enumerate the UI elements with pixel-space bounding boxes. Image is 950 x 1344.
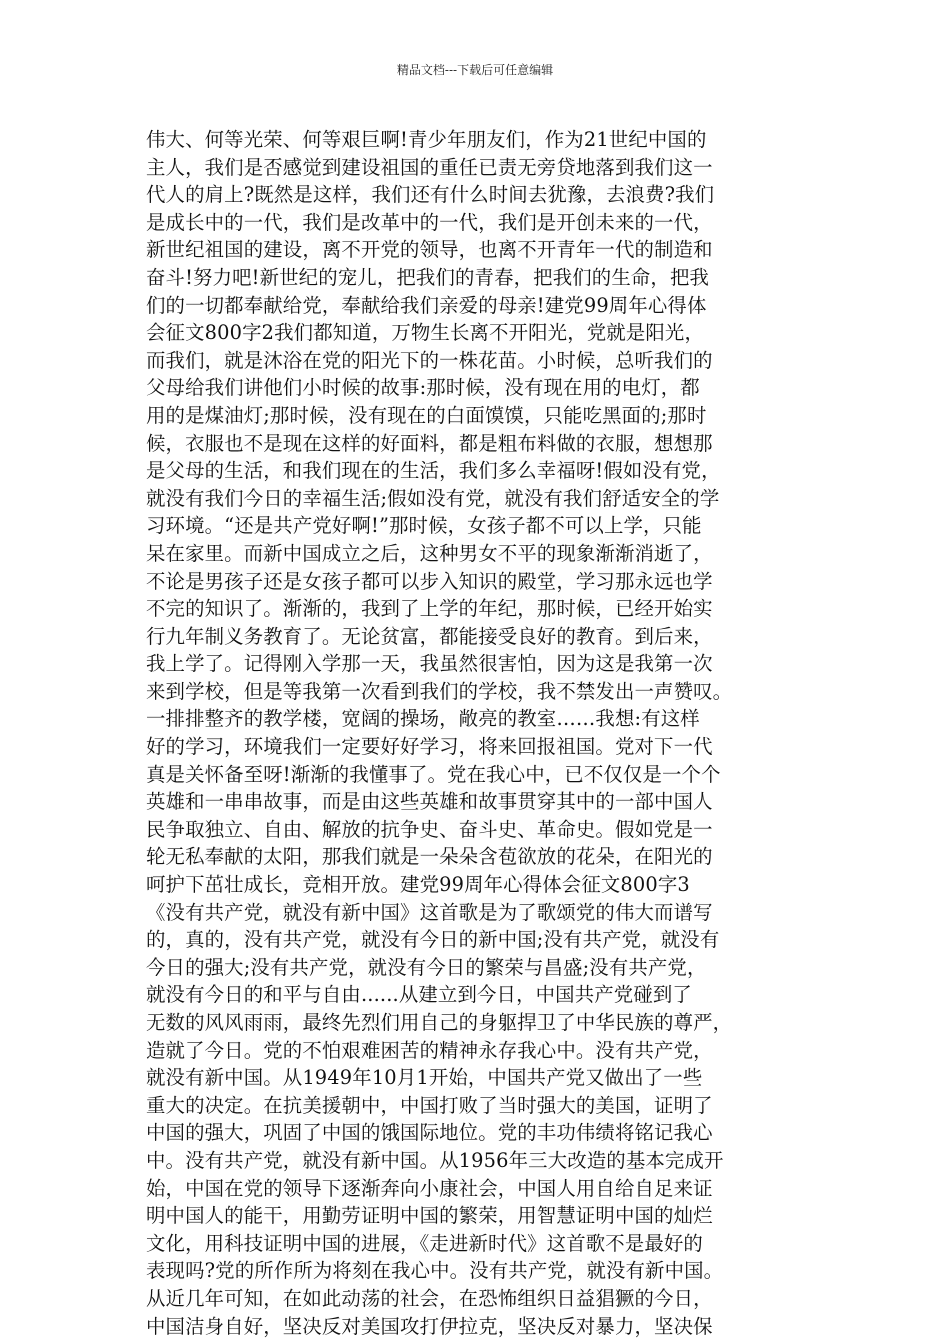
page-header: 精品文档---下载后可任意编辑 [396, 63, 554, 77]
text-line: 中国洁身自好，坚决反对美国攻打伊拉克，坚决反对暴力，坚决保 [146, 1314, 713, 1338]
text-line: 们的一切都奉献给党，奉献给我们亲爱的母亲!建党99周年心得体 [146, 293, 707, 317]
text-line: 中。没有共产党，就没有新中国。从1956年三大改造的基本完成开 [146, 1148, 724, 1172]
text-line: 《没有共产党，就没有新中国》这首歌是为了歌颂党的伟大而谱写 [146, 900, 713, 924]
text-line: 就没有今日的和平与自由......从建立到今日，中国共产党碰到了 [146, 983, 692, 1007]
text-line: 候，衣服也不是现在这样的好面料，都是粗布料做的衣服，想想那 [146, 431, 713, 455]
text-line: 代人的肩上?既然是这样，我们还有什么时间去犹豫，去浪费?我们 [146, 183, 715, 207]
text-line: 是成长中的一代，我们是改革中的一代，我们是开创未来的一代， [146, 210, 713, 234]
text-line: 始，中国在党的领导下逐渐奔向小康社会，中国人用自给自足来证 [146, 1176, 713, 1200]
text-line: 造就了今日。党的不怕艰难困苦的精神永存我心中。没有共产党， [146, 1038, 713, 1062]
text-line: 就没有我们今日的幸福生活;假如没有党，就没有我们舒适安全的学 [146, 486, 720, 510]
text-line: 我上学了。记得刚入学那一天，我虽然很害怕，因为这是我第一次 [146, 652, 713, 676]
text-line: 轮无私奉献的太阳，那我们就是一朵朵含苞欲放的花朵，在阳光的 [146, 845, 713, 869]
text-line: 就没有新中国。从1949年10月1开始，中国共产党又做出了一些 [146, 1066, 703, 1090]
text-line: 真是关怀备至呀!渐渐的我懂事了。党在我心中，已不仅仅是一个个 [146, 762, 721, 786]
text-line: 不完的知识了。渐渐的，我到了上学的年纪，那时候，已经开始实 [146, 597, 713, 621]
text-line: 而我们，就是沐浴在党的阳光下的一株花苗。小时候，总听我们的 [146, 348, 713, 372]
text-line: 会征文800字2我们都知道，万物生长离不开阳光，党就是阳光， [146, 321, 705, 345]
text-line: 奋斗!努力吧!新世纪的宠儿，把我们的青春，把我们的生命，把我 [146, 265, 710, 289]
text-line: 文化，用科技证明中国的进展，《走进新时代》这首歌不是最好的 [146, 1231, 703, 1255]
text-line: 一排排整齐的教学楼，宽阔的操场，敞亮的教室……我想:有这样 [146, 707, 700, 731]
text-line: 好的学习，环境我们一定要好好学习，将来回报祖国。党对下一代 [146, 735, 713, 759]
text-line: 表现吗?党的所作所为将刻在我心中。没有共产党，就没有新中国。 [146, 1259, 724, 1283]
text-line: 习环境。“还是共产党好啊!”那时候，女孩子都不可以上学，只能 [146, 514, 702, 538]
text-line: 是父母的生活，和我们现在的生活，我们多么幸福呀!假如没有党， [146, 459, 721, 483]
text-line: 民争取独立、自由、解放的抗争史、奋斗史、革命史。假如党是一 [146, 817, 713, 841]
text-line: 从近几年可知，在如此动荡的社会，在恐怖组织日益猖獗的今日， [146, 1286, 713, 1310]
text-line: 父母给我们讲他们小时候的故事:那时候，没有现在用的电灯，都 [146, 376, 700, 400]
text-line: 新世纪祖国的建设，离不开党的领导，也离不开青年一代的制造和 [146, 238, 713, 262]
text-line: 不论是男孩子还是女孩子都可以步入知识的殿堂，学习那永远也学 [146, 569, 713, 593]
text-line: 的，真的，没有共产党，就没有今日的新中国;没有共产党，就没有 [146, 928, 720, 952]
text-line: 呆在家里。而新中国成立之后，这种男女不平的现象渐渐消逝了， [146, 541, 713, 565]
text-line: 明中国人的能干，用勤劳证明中国的繁荣，用智慧证明中国的灿烂 [146, 1204, 713, 1228]
text-line: 行九年制义务教育了。无论贫富，都能接受良好的教育。到后来， [146, 624, 713, 648]
text-line: 中国的强大，巩固了中国的饿国际地位。党的丰功伟绩将铭记我心 [146, 1121, 713, 1145]
text-line: 伟大、何等光荣、何等艰巨啊!青少年朋友们，作为21世纪中国的 [146, 128, 707, 151]
text-line: 用的是煤油灯;那时候，没有现在的白面馍馍，只能吃黑面的;那时 [146, 403, 707, 427]
text-line: 来到学校，但是等我第一次看到我们的学校，我不禁发出一声赞叹。 [146, 679, 733, 703]
text-line: 今日的强大;没有共产党，就没有今日的繁荣与昌盛;没有共产党， [146, 955, 707, 979]
text-line: 英雄和一串串故事，而是由这些英雄和故事贯穿其中的一部中国人 [146, 790, 713, 814]
article-body [146, 126, 814, 1340]
text-line: 无数的风风雨雨，最终先烈们用自己的身躯捍卫了中华民族的尊严， [146, 1011, 733, 1034]
text-line: 呵护下茁壮成长，竞相开放。建党99周年心得体会征文800字3 [146, 873, 690, 897]
text-line: 重大的决定。在抗美援朝中，中国打败了当时强大的美国，证明了 [146, 1093, 713, 1117]
text-line: 主人，我们是否感觉到建设祖国的重任已责无旁贷地落到我们这一 [146, 155, 713, 179]
